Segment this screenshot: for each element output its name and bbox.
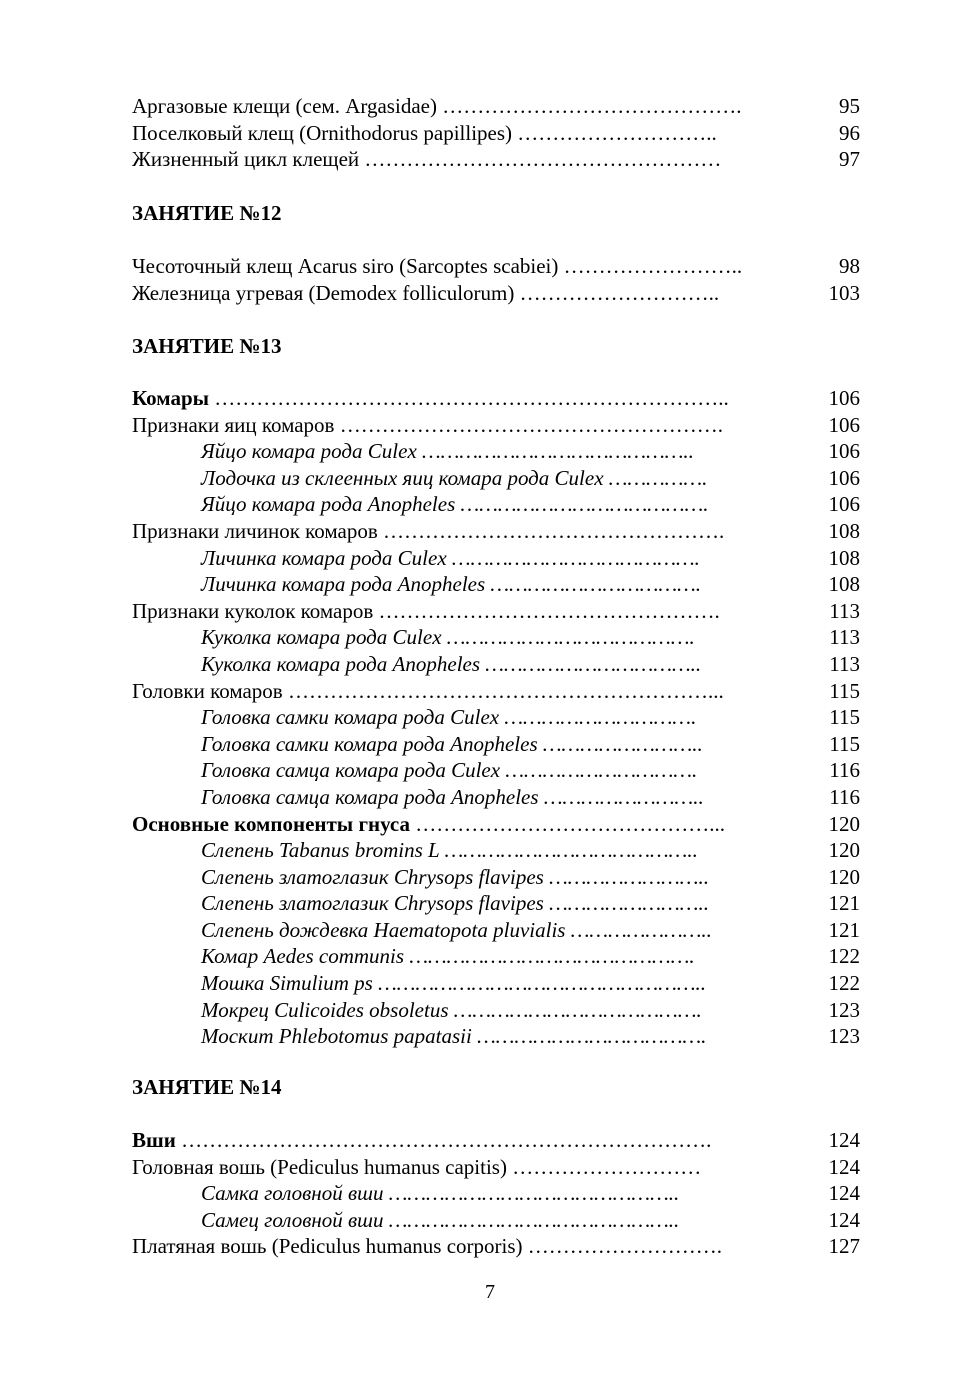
toc-subentry bbox=[132, 784, 862, 811]
toc-subentry bbox=[132, 491, 862, 518]
toc-entry-title: Вши bbox=[132, 1128, 176, 1152]
toc-subentry bbox=[132, 864, 862, 891]
toc-entry-page: 115 bbox=[829, 731, 860, 756]
toc-subentry bbox=[132, 1207, 862, 1234]
toc-subentry bbox=[132, 651, 862, 678]
toc-entry-title: Комар Aedes communis bbox=[201, 944, 405, 969]
toc-entry-title: Мошка Simulium ps bbox=[201, 971, 373, 996]
toc-entry-leader: ………………………. bbox=[522, 1234, 723, 1259]
toc-entry-title: Признаки куколок комаров bbox=[132, 598, 374, 623]
toc-entry-text bbox=[201, 491, 709, 518]
toc-entry-title: Комары bbox=[132, 386, 210, 410]
toc-entry-title: Головки комаров bbox=[132, 678, 283, 703]
toc-entry-text bbox=[132, 146, 721, 173]
toc-entry-text bbox=[201, 970, 706, 997]
toc-entry-title: Аргазовые клещи (сем. Argasidae) bbox=[132, 94, 437, 118]
section-heading-12: ЗАНЯТИЕ №12 bbox=[132, 201, 282, 225]
toc-subentry bbox=[132, 571, 862, 598]
toc-entry bbox=[132, 120, 862, 147]
toc-entry-leader: …………………………………………….. bbox=[372, 971, 707, 996]
toc-entry-title: Головка самки комара рода Culex bbox=[201, 705, 500, 730]
toc-entry-text bbox=[201, 438, 694, 465]
toc-subentry bbox=[132, 465, 862, 492]
toc-entry-title: Жизненный цикл клещей bbox=[132, 147, 360, 172]
section-heading-14: ЗАНЯТИЕ №14 bbox=[132, 1075, 282, 1099]
toc-entry-page: 115 bbox=[829, 705, 860, 730]
toc-entry-text bbox=[201, 545, 700, 572]
toc-entry-title: Головная вошь (Pediculus humanus capitis) bbox=[132, 1154, 507, 1179]
toc-entry-page: 122 bbox=[828, 971, 860, 996]
toc-entry-leader: ……………………………………………………... bbox=[282, 678, 724, 703]
toc-entry bbox=[132, 598, 862, 625]
toc-entry-leader: ……………………….. bbox=[512, 120, 717, 145]
toc-subentry bbox=[132, 438, 862, 465]
toc-entry-text bbox=[132, 385, 729, 412]
toc-entry-title: Поселковый клещ (Ornithodorus papillipes) bbox=[132, 120, 513, 145]
toc-entry-title: Основные компоненты гнуса bbox=[132, 811, 411, 836]
toc-entry-title: Мокрец Culicoides obsoletus bbox=[201, 997, 449, 1022]
toc-entry bbox=[132, 678, 862, 705]
toc-entry-text bbox=[201, 1180, 679, 1207]
toc-entry-leader: ……………. bbox=[603, 465, 708, 490]
toc-entry-leader: ………………………………. bbox=[471, 1024, 707, 1049]
toc-entry-page: 120 bbox=[828, 838, 860, 863]
toc-entry-text bbox=[132, 811, 725, 838]
toc-entry bbox=[132, 1233, 862, 1260]
toc-entry-text bbox=[132, 280, 719, 307]
toc-entry-text bbox=[201, 704, 696, 731]
toc-entry-title: Слепень златоглазик Chrysops flavipes bbox=[201, 891, 544, 916]
toc-entry-page: 106 bbox=[828, 439, 860, 464]
toc-entry-text bbox=[201, 651, 701, 678]
toc-entry-title: Яйцо комара рода Anopheles bbox=[201, 492, 456, 517]
toc-entry-leader: …………………………………………. bbox=[373, 598, 720, 623]
toc-subentry bbox=[132, 917, 862, 944]
toc-entry-text bbox=[201, 571, 701, 598]
toc-entry-page: 120 bbox=[828, 811, 860, 836]
toc-subentry bbox=[132, 1180, 862, 1207]
toc-entry-text bbox=[132, 1154, 701, 1181]
toc-entry-leader: ………………….. bbox=[565, 917, 712, 942]
toc-entry-leader: …………………………………………… bbox=[359, 147, 722, 172]
toc-entry bbox=[132, 280, 862, 307]
toc-entry-title: Головка самца комара рода Anopheles bbox=[201, 784, 539, 809]
toc-entry-title: Головка самца комара рода Culex bbox=[201, 758, 501, 783]
toc-entry bbox=[132, 518, 862, 545]
toc-entry-title: Признаки яиц комаров bbox=[132, 412, 335, 437]
toc-entry-page: 106 bbox=[828, 412, 860, 437]
toc-entry-title: Самка головной вши bbox=[201, 1181, 384, 1206]
toc-entry bbox=[132, 385, 862, 412]
toc-entry-page: 106 bbox=[828, 386, 860, 410]
toc-entry-leader: …………………………………. bbox=[448, 997, 702, 1022]
toc-entry-page: 108 bbox=[828, 518, 860, 543]
toc-entry-text bbox=[132, 1233, 722, 1260]
toc-entry-text bbox=[132, 598, 720, 625]
toc-entry-page: 124 bbox=[828, 1207, 860, 1232]
toc-entry-title: Личинка комара рода Culex bbox=[201, 545, 447, 570]
toc-entry-leader: …………………….. bbox=[543, 891, 709, 916]
toc-entry bbox=[132, 253, 862, 280]
toc-entry-title: Слепень златоглазик Chrysops flavipes bbox=[201, 864, 544, 889]
toc-entry-leader: …………………………. bbox=[499, 705, 697, 730]
toc-entry-page: 113 bbox=[829, 625, 860, 650]
toc-entry-title: Признаки личинок комаров bbox=[132, 518, 378, 543]
toc-entry-leader: ……………………………………….. bbox=[383, 1181, 680, 1206]
toc-entry-text bbox=[132, 253, 742, 280]
toc-entry-title: Головка самки комара рода Anopheles bbox=[201, 731, 538, 756]
toc-entry-title: Слепень Tabanus bromins L bbox=[201, 838, 440, 863]
toc-subentry bbox=[132, 545, 862, 572]
section-heading-13: ЗАНЯТИЕ №13 bbox=[132, 334, 282, 358]
toc-entry-text bbox=[201, 465, 707, 492]
toc-entry-page: 113 bbox=[829, 598, 860, 623]
toc-entry-leader: …………………….. bbox=[543, 864, 709, 889]
toc-entry-title: Железница угревая (Demodex folliculorum) bbox=[132, 280, 515, 305]
toc-entry-page: 106 bbox=[828, 465, 860, 490]
toc-entry-page: 115 bbox=[829, 678, 860, 703]
toc-entry-leader: ……………………… bbox=[506, 1154, 702, 1179]
toc-entry-leader: …………………………………………………………………. bbox=[175, 1128, 712, 1152]
toc-entry-leader: …………………….. bbox=[537, 731, 703, 756]
toc-entry-text bbox=[201, 917, 712, 944]
toc-entry bbox=[132, 146, 862, 173]
toc-entry-leader: ……………………….. bbox=[514, 280, 720, 305]
toc-entry-text bbox=[201, 837, 698, 864]
toc-entry-leader: ………………………………………. bbox=[404, 944, 695, 969]
toc-entry-leader: …………………………….. bbox=[480, 651, 702, 676]
toc-entry-text bbox=[201, 784, 704, 811]
toc-entry-page: 116 bbox=[829, 784, 860, 809]
toc-entry-text bbox=[201, 864, 709, 891]
toc-entry-page: 97 bbox=[839, 147, 860, 172]
toc-entry-page: 116 bbox=[829, 758, 860, 783]
toc-entry-leader: …………………….. bbox=[558, 254, 743, 278]
toc-entry-title: Куколка комара рода Anopheles bbox=[201, 651, 481, 676]
toc-subentry bbox=[132, 970, 862, 997]
toc-entry bbox=[132, 811, 862, 838]
toc-section-12 bbox=[132, 253, 862, 306]
toc-entry-leader: …………………………………….. bbox=[416, 439, 694, 464]
toc-entry-text bbox=[201, 757, 697, 784]
toc-entry-page: 108 bbox=[828, 572, 860, 597]
toc-subentry bbox=[132, 757, 862, 784]
toc-entry-title: Самец головной вши bbox=[201, 1207, 384, 1232]
toc-entry bbox=[132, 1127, 862, 1154]
toc-entry-leader: …………………………………………. bbox=[377, 518, 725, 543]
toc-entry-leader: …………………………………. bbox=[455, 492, 709, 517]
toc-entry-page: 127 bbox=[828, 1234, 860, 1259]
toc-subentry bbox=[132, 704, 862, 731]
toc-entry-title: Москит Phlebotomus papatasii bbox=[201, 1024, 472, 1049]
page-number: 7 bbox=[485, 1281, 495, 1303]
toc-entry-page: 106 bbox=[828, 492, 860, 517]
toc-subentry bbox=[132, 837, 862, 864]
toc-entry-page: 120 bbox=[828, 864, 860, 889]
toc-entry-title: Чесоточный клещ Acarus siro (Sarcoptes scabiei) bbox=[132, 254, 559, 278]
toc-entry bbox=[132, 93, 862, 120]
toc-entry-page: 121 bbox=[828, 917, 860, 942]
toc-entry-title: Платяная вошь (Pediculus humanus corporis) bbox=[132, 1234, 523, 1259]
toc-section-13 bbox=[132, 385, 862, 1050]
toc-entry-text bbox=[201, 1207, 679, 1234]
toc-entry-page: 108 bbox=[828, 545, 860, 570]
toc-entry-leader: ……………………………………. bbox=[436, 94, 742, 118]
toc-subentry bbox=[132, 1023, 862, 1050]
toc-subentry bbox=[132, 943, 862, 970]
toc-entry-text bbox=[132, 120, 717, 147]
toc-entry-leader: …………………….. bbox=[538, 784, 704, 809]
toc-entry-text bbox=[201, 943, 695, 970]
toc-entry-text bbox=[132, 678, 724, 705]
toc-section-continuation bbox=[132, 93, 862, 173]
toc-subentry bbox=[132, 890, 862, 917]
toc-entry-page: 98 bbox=[839, 254, 860, 278]
toc-entry-text bbox=[201, 890, 709, 917]
toc-entry-page: 95 bbox=[839, 94, 860, 118]
toc-entry-text bbox=[132, 518, 724, 545]
toc-entry-page: 121 bbox=[828, 891, 860, 916]
toc-entry-page: 113 bbox=[829, 651, 860, 676]
toc-entry-page: 123 bbox=[828, 1024, 860, 1049]
toc-entry-text bbox=[201, 1023, 706, 1050]
toc-entry-page: 96 bbox=[839, 120, 860, 145]
toc-entry-text bbox=[132, 93, 741, 120]
toc-subentry bbox=[132, 624, 862, 651]
toc-entry-page: 124 bbox=[828, 1181, 860, 1206]
toc-entry-page: 123 bbox=[828, 997, 860, 1022]
toc-entry-title: Яйцо комара рода Culex bbox=[201, 439, 417, 464]
toc-entry-text bbox=[201, 624, 695, 651]
toc-entry-text bbox=[132, 1127, 711, 1154]
toc-entry-page: 103 bbox=[828, 280, 860, 305]
toc-section-14 bbox=[132, 1127, 862, 1260]
toc-entry-leader: ………………………………….. bbox=[439, 838, 698, 863]
toc-subentry bbox=[132, 731, 862, 758]
toc-entry bbox=[132, 412, 862, 439]
toc-entry-title: Куколка комара рода Culex bbox=[201, 625, 442, 650]
toc-entry-leader: ……………………………………... bbox=[410, 811, 726, 836]
toc-entry-leader: …………………………………. bbox=[441, 625, 695, 650]
toc-entry-title: Лодочка из склеенных яиц комара рода Culex bbox=[201, 465, 604, 490]
toc-entry-page: 124 bbox=[828, 1128, 860, 1152]
toc-entry-title: Слепень дождевка Haematopota pluvialis bbox=[201, 917, 566, 942]
toc-entry-leader: …………………………………. bbox=[446, 545, 700, 570]
toc-entry-page: 122 bbox=[828, 944, 860, 969]
toc-entry-leader: ……………………………………….. bbox=[383, 1207, 680, 1232]
toc-entry-text bbox=[132, 412, 723, 439]
toc-entry bbox=[132, 1154, 862, 1181]
toc-entry-text bbox=[201, 997, 702, 1024]
toc-entry-leader: …………………………. bbox=[500, 758, 698, 783]
toc-entry-text bbox=[201, 731, 703, 758]
toc-entry-page: 124 bbox=[828, 1154, 860, 1179]
toc-entry-title: Личинка комара рода Anopheles bbox=[201, 572, 486, 597]
toc-subentry bbox=[132, 997, 862, 1024]
toc-entry-leader: ……………………………………………………………….. bbox=[209, 386, 729, 410]
toc-entry-leader: ……………………………. bbox=[485, 572, 702, 597]
toc-entry-leader: ………………………………………………. bbox=[334, 412, 723, 437]
